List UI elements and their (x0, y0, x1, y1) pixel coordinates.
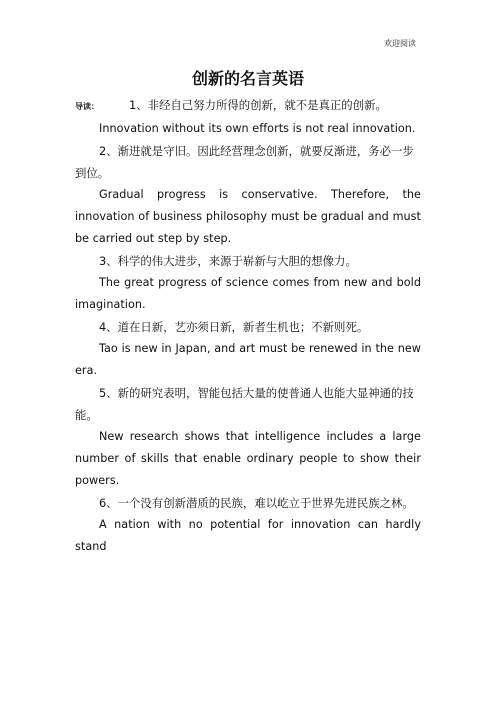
quote-en-5: New research shows that intelligence includes a large number of skills that enable ordinary people to show their powers. (75, 430, 421, 487)
quote-zh-6: 6、一个没有创新潜质的民族，难以屹立于世界先进民族之林。 (99, 496, 414, 510)
quote-zh-3: 3、科学的伟大进步，来源于崭新与大胆的想像力。 (99, 254, 357, 268)
quote-en-1: Innovation without its own efforts is not real innovation. (99, 122, 416, 135)
lead-label: 导读： (75, 102, 99, 111)
quote-zh-2: 2、渐进就是守旧。因此经营理念创新，就要反渐进，务必一步到位。 (75, 144, 414, 180)
quote-en-3: The great progress of science comes from new and bold imagination. (75, 276, 421, 311)
quote-en-6: A nation with no potential for innovation can hardly stand (75, 518, 421, 553)
document-title: 创新的名言英语 (191, 69, 304, 88)
quote-en-4: Tao is new in Japan, and art must be renewed in the new era. (75, 342, 421, 377)
document-body (75, 94, 421, 558)
quote-zh-5: 5、新的研究表明，智能包括大量的使普通人也能大显神通的技能。 (75, 386, 414, 422)
quote-en-2: Gradual progress is conservative. Therefore, the innovation of business philosophy must be gradual and must be carried out step by step. (75, 188, 421, 245)
quote-zh-1: 1、非经自己努力所得的创新，就不是真正的创新。 (129, 98, 387, 112)
quote-zh-4: 4、道在日新，艺亦须日新，新者生机也；不新则死。 (99, 320, 369, 334)
lead-row (75, 94, 421, 118)
header-note: 欢迎阅读 (384, 39, 416, 48)
